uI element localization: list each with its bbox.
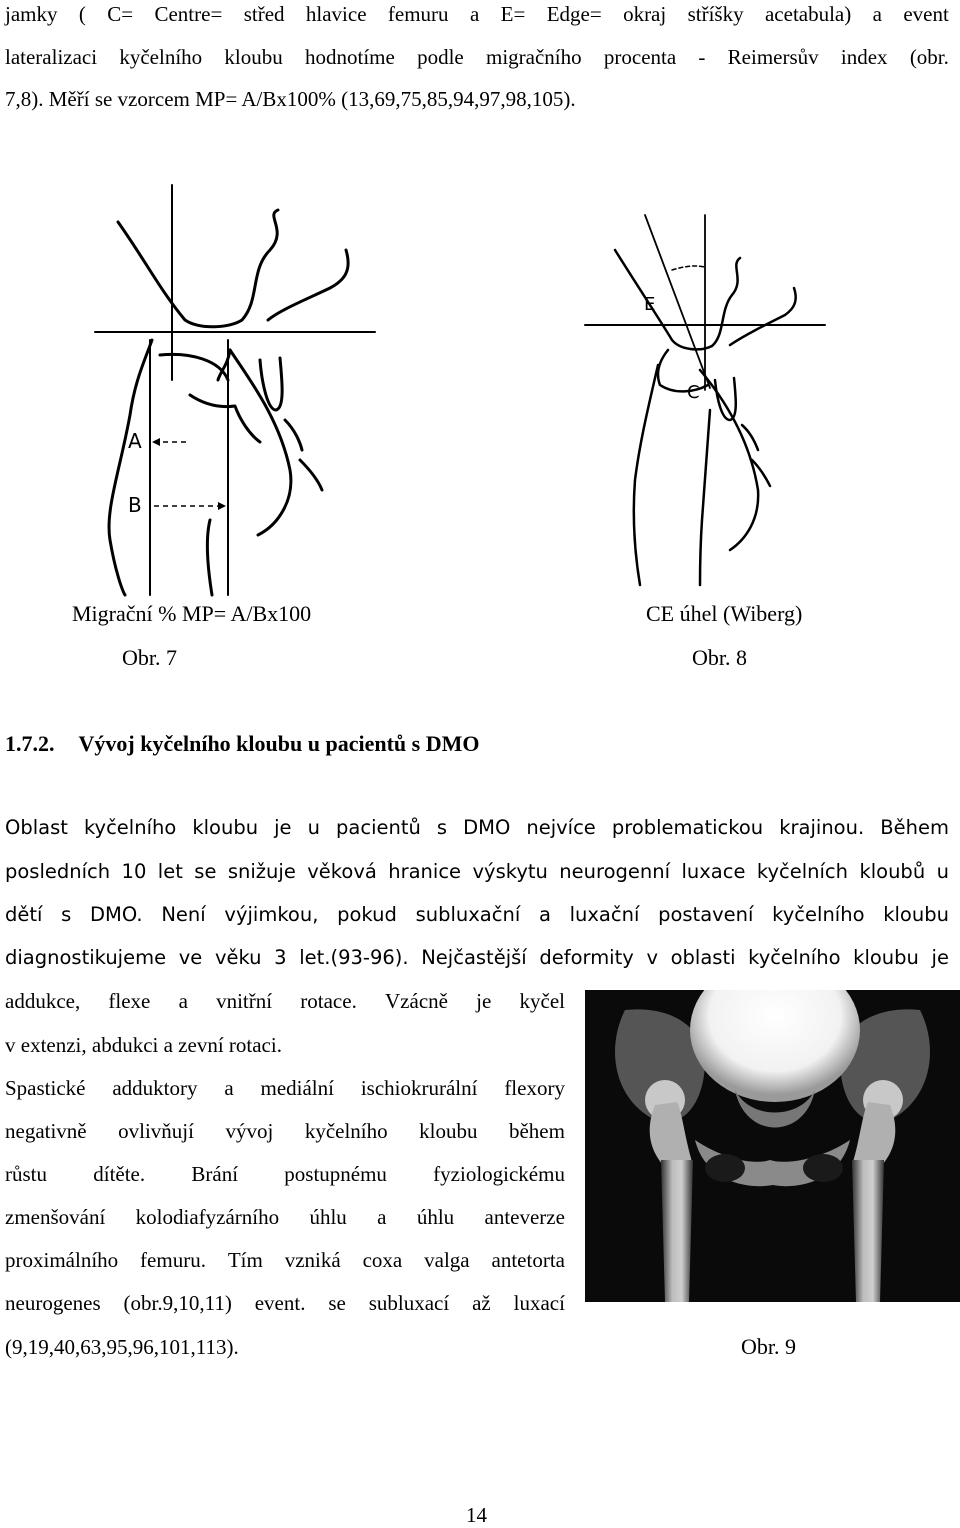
word: postupnému xyxy=(284,1162,387,1186)
word: DMO. xyxy=(90,903,143,926)
word: C= xyxy=(107,2,134,26)
word: kloubu xyxy=(192,816,259,839)
word: a xyxy=(469,2,480,26)
word: Není xyxy=(161,903,206,926)
word: Edge= xyxy=(546,2,602,26)
word: diagnostikujeme xyxy=(5,946,167,969)
word: u xyxy=(936,860,949,883)
paragraph-narrow-8 xyxy=(5,1291,565,1315)
text: 7,8). Měří se vzorcem MP= A/Bx100% (13,69,75,85,94,97,98,105). xyxy=(5,87,576,111)
word: vzniká xyxy=(284,1248,341,1272)
word: Tím xyxy=(227,1248,263,1272)
word: kolodiafyzárního xyxy=(135,1205,280,1229)
word: rotace. xyxy=(300,989,357,1013)
word: flexe xyxy=(108,989,151,1013)
word: a xyxy=(872,2,882,26)
word: kloubu xyxy=(419,1119,478,1143)
word: s xyxy=(61,903,72,926)
word: růstu xyxy=(5,1162,47,1186)
word: proximálního xyxy=(5,1248,119,1272)
word: okraj xyxy=(623,2,667,26)
paragraph-narrow-1 xyxy=(5,989,565,1013)
word: hranice xyxy=(388,860,462,883)
page-number: 14 xyxy=(466,1503,487,1527)
label-c: C xyxy=(687,382,700,403)
section-title: Vývoj kyčelního kloubu u pacientů s DMO xyxy=(78,731,480,756)
word: úhlu xyxy=(309,1205,347,1229)
word: let.(93-96). xyxy=(299,946,409,969)
word: Nejčastější xyxy=(421,946,527,969)
word: - xyxy=(698,45,706,69)
paragraph-line-2 xyxy=(5,860,949,884)
word: migračního xyxy=(485,45,582,69)
word: luxací xyxy=(513,1291,565,1315)
word: se xyxy=(328,1291,346,1315)
word: adduktory xyxy=(112,1076,198,1100)
section-heading xyxy=(5,731,479,757)
word: a xyxy=(224,1076,234,1100)
word: oblasti xyxy=(670,946,736,969)
word: výjimkou, xyxy=(224,903,319,926)
word: mediální xyxy=(260,1076,334,1100)
word: kyčelního xyxy=(83,816,177,839)
word: Brání xyxy=(191,1162,239,1186)
paragraph-narrow-2 xyxy=(5,1033,565,1057)
word: kyčel xyxy=(519,989,565,1013)
word: snižuje xyxy=(227,860,296,883)
word: krajinou. xyxy=(779,816,865,839)
label-a: A xyxy=(128,429,142,453)
word: flexory xyxy=(504,1076,565,1100)
word: během xyxy=(508,1119,565,1143)
word: subluxací xyxy=(368,1291,450,1315)
word: antetorta xyxy=(491,1248,565,1272)
intro-line-3 xyxy=(5,87,576,111)
word: kloubu xyxy=(883,903,949,926)
figure-7-obr: Obr. 7 xyxy=(122,645,177,670)
word: kyčelního xyxy=(748,946,841,969)
word: posledních xyxy=(5,860,111,883)
word: jamky xyxy=(5,2,58,26)
word: ( xyxy=(78,2,86,26)
word: coxa xyxy=(362,1248,403,1272)
word: 10 xyxy=(121,860,147,883)
word: luxační xyxy=(569,903,640,926)
paragraph-narrow-3 xyxy=(5,1076,565,1100)
word: deformity xyxy=(539,946,634,969)
figure-8-obr: Obr. 8 xyxy=(692,645,747,670)
word: Během xyxy=(880,816,949,839)
word: s xyxy=(436,816,448,839)
paragraph-narrow-4 xyxy=(5,1119,565,1143)
word: podle xyxy=(417,45,464,69)
word: kyčelních xyxy=(756,860,849,883)
word: 3 xyxy=(274,946,287,969)
word: (obr.9,10,11) xyxy=(123,1291,232,1315)
word: je xyxy=(274,816,292,839)
word: až xyxy=(472,1291,491,1315)
word: Spastické xyxy=(5,1076,86,1100)
word: věková xyxy=(307,860,377,883)
word: výskytu xyxy=(472,860,548,883)
word: dítěte. xyxy=(93,1162,146,1186)
word: je xyxy=(931,946,949,969)
word: hodnotíme xyxy=(305,45,395,69)
word: (obr. xyxy=(909,45,949,69)
paragraph-line-4 xyxy=(5,946,949,970)
word: je xyxy=(476,989,492,1013)
word: a xyxy=(377,1205,387,1229)
word: kloubů xyxy=(859,860,926,883)
word: se xyxy=(194,860,217,883)
word: úhlu xyxy=(416,1205,455,1229)
word: Centre= xyxy=(154,2,223,26)
word: neurogenní xyxy=(559,860,671,883)
paragraph-narrow-5 xyxy=(5,1162,565,1186)
word: hlavice xyxy=(305,2,367,26)
word: nejvíce xyxy=(526,816,596,839)
word: index xyxy=(840,45,888,69)
word: acetabula) xyxy=(764,2,852,26)
word: pokud xyxy=(337,903,397,926)
intro-line-1 xyxy=(5,2,949,26)
word: event. xyxy=(254,1291,306,1315)
word: střed xyxy=(243,2,285,26)
word: problematickou xyxy=(611,816,764,839)
word: a xyxy=(538,903,551,926)
word: u xyxy=(307,816,320,839)
figure-7-drawing xyxy=(90,180,380,600)
word: anteverze xyxy=(484,1205,565,1229)
word: stříšky xyxy=(687,2,744,26)
word: fyziologickému xyxy=(433,1162,565,1186)
xray-image xyxy=(585,990,960,1302)
word: valga xyxy=(424,1248,470,1272)
word: negativně xyxy=(5,1119,87,1143)
text: v extenzi, abdukci a zevní rotaci. xyxy=(5,1033,282,1057)
word: lateralizaci xyxy=(5,45,98,69)
text: (9,19,40,63,95,96,101,113). xyxy=(5,1335,239,1359)
figure-8-caption: CE úhel (Wiberg) xyxy=(646,601,803,626)
word: vývoj xyxy=(225,1119,274,1143)
figure-8-drawing xyxy=(580,210,830,590)
word: kyčelního xyxy=(772,903,865,926)
word: kyčelního xyxy=(304,1119,388,1143)
word: femuru. xyxy=(140,1248,206,1272)
word: a xyxy=(178,989,188,1013)
word: zmenšování xyxy=(5,1205,106,1229)
word: Reimersův xyxy=(727,45,819,69)
word: Oblast xyxy=(5,816,68,839)
word: ischiokrurální xyxy=(360,1076,478,1100)
word: kloubu xyxy=(853,946,919,969)
paragraph-narrow-7 xyxy=(5,1248,565,1272)
word: let xyxy=(157,860,183,883)
word: event xyxy=(903,2,949,26)
word: dětí xyxy=(5,903,43,926)
word: vnitřní xyxy=(216,989,273,1013)
figure-7-caption: Migrační % MP= A/Bx100 xyxy=(72,601,312,626)
figure-9-obr: Obr. 9 xyxy=(741,1334,796,1359)
word: Vzácně xyxy=(385,989,448,1013)
paragraph-narrow-6 xyxy=(5,1205,565,1229)
word: postavení xyxy=(658,903,754,926)
section-number: 1.7.2. xyxy=(5,731,55,756)
word: procenta xyxy=(603,45,677,69)
word: ve xyxy=(178,946,203,969)
word: DMO xyxy=(463,816,511,839)
word: v xyxy=(646,946,658,969)
intro-line-2 xyxy=(5,45,949,69)
word: kyčelního xyxy=(119,45,203,69)
word: kloubu xyxy=(224,45,283,69)
paragraph-last-line xyxy=(5,1335,239,1359)
label-e: E xyxy=(644,294,656,315)
word: věku xyxy=(214,946,262,969)
word: addukce, xyxy=(5,989,81,1013)
word: subluxační xyxy=(415,903,521,926)
word: neurogenes xyxy=(5,1291,101,1315)
word: E= xyxy=(500,2,526,26)
word: pacientů xyxy=(336,816,421,839)
xray-drawing xyxy=(585,990,960,1302)
word: femuru xyxy=(387,2,449,26)
label-b: B xyxy=(128,493,142,517)
paragraph-line-1 xyxy=(5,816,949,840)
paragraph-line-3 xyxy=(5,903,949,927)
word: ovlivňují xyxy=(118,1119,194,1143)
word: luxace xyxy=(681,860,746,883)
